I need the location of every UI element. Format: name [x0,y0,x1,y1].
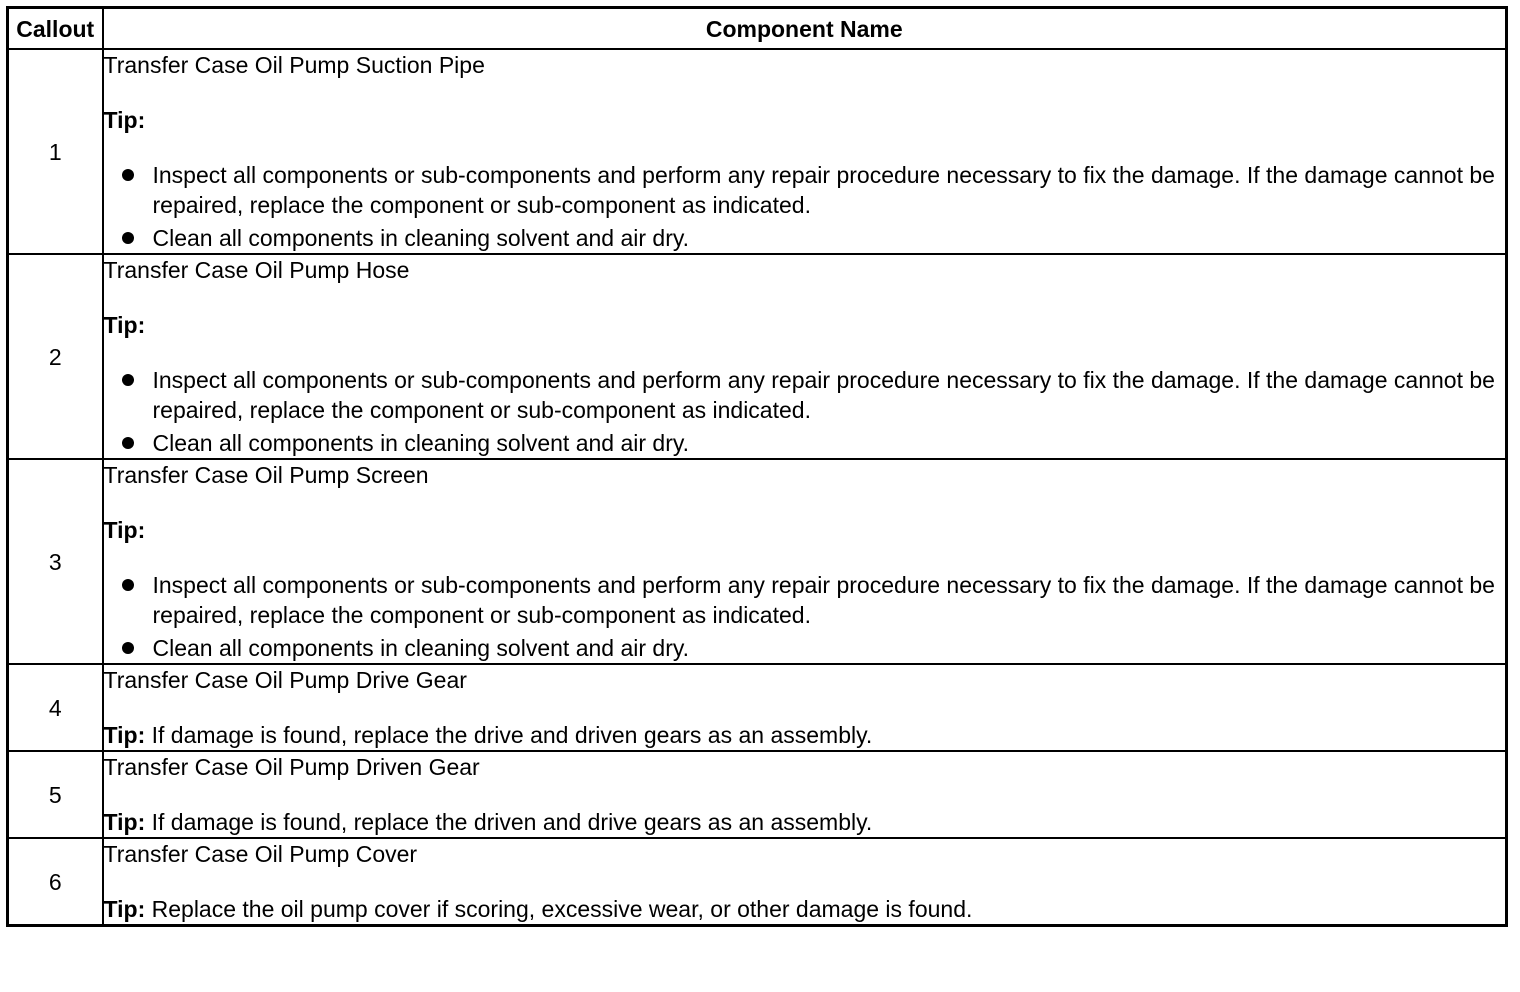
tip-heading [104,515,1506,545]
tip-line [104,894,1506,924]
callout-number: 5 [8,751,103,838]
component-name: Transfer Case Oil Pump Screen [103,462,429,488]
tip-text: If damage is found, replace the drive and driven gears as an assembly. [151,722,873,748]
tip-line [104,720,1506,750]
bullet-icon [122,169,134,181]
component-cell [103,751,1507,838]
table-row [8,751,1507,838]
bullet-icon [122,579,134,591]
component-cell [103,254,1507,459]
tip-item-text: Inspect all components or sub-components and perform any repair procedure necessary to fix the damage. If the damage cannot be repaired, replace the component or sub-component as indicated. [152,162,1495,218]
bullet-icon [122,642,134,654]
component-name: Transfer Case Oil Pump Drive Gear [103,667,467,693]
tip-label: Tip: [103,107,146,133]
table-row [8,49,1507,254]
bullet-icon [122,232,134,244]
component-cell [103,664,1507,751]
table-row [8,459,1507,664]
component-name: Transfer Case Oil Pump Driven Gear [103,754,480,780]
callout-number: 6 [8,838,103,926]
component-cell [103,49,1507,254]
component-name: Transfer Case Oil Pump Cover [103,841,418,867]
table-row [8,664,1507,751]
tip-line [104,807,1506,837]
tip-label: Tip: [103,809,146,835]
table-header-row [8,8,1507,50]
tip-item [104,160,1506,220]
tip-label: Tip: [103,722,146,748]
callout-table [6,6,1508,927]
callout-number: 4 [8,664,103,751]
tip-item-text: Inspect all components or sub-components and perform any repair procedure necessary to fix the damage. If the damage cannot be repaired, replace the component or sub-component as indicated. [152,367,1495,423]
tip-label: Tip: [103,896,146,922]
bullet-icon [122,374,134,386]
tip-item-text: Clean all components in cleaning solvent and air dry. [152,225,690,251]
callout-number: 2 [8,254,103,459]
tip-list [104,160,1506,253]
component-cell [103,838,1507,926]
tip-item [104,633,1506,663]
callout-column-header: Callout [8,8,103,50]
tip-item [104,570,1506,630]
tip-item [104,365,1506,425]
table-row [8,838,1507,926]
tip-item-text: Clean all components in cleaning solvent and air dry. [152,430,690,456]
callout-number: 3 [8,459,103,664]
component-name: Transfer Case Oil Pump Suction Pipe [103,52,485,78]
tip-label: Tip: [103,517,146,543]
tip-list [104,365,1506,458]
tip-item [104,428,1506,458]
tip-list [104,570,1506,663]
component-name-column-header: Component Name [103,8,1507,50]
tip-item [104,223,1506,253]
callout-number: 1 [8,49,103,254]
tip-heading [104,105,1506,135]
tip-item-text: Clean all components in cleaning solvent and air dry. [152,635,690,661]
tip-label: Tip: [103,312,146,338]
component-cell [103,459,1507,664]
tip-item-text: Inspect all components or sub-components and perform any repair procedure necessary to fix the damage. If the damage cannot be repaired, replace the component or sub-component as indicated. [152,572,1495,628]
tip-heading [104,310,1506,340]
bullet-icon [122,437,134,449]
tip-text: If damage is found, replace the driven and drive gears as an assembly. [151,809,873,835]
component-name: Transfer Case Oil Pump Hose [103,257,410,283]
table-row [8,254,1507,459]
tip-text: Replace the oil pump cover if scoring, excessive wear, or other damage is found. [151,896,973,922]
